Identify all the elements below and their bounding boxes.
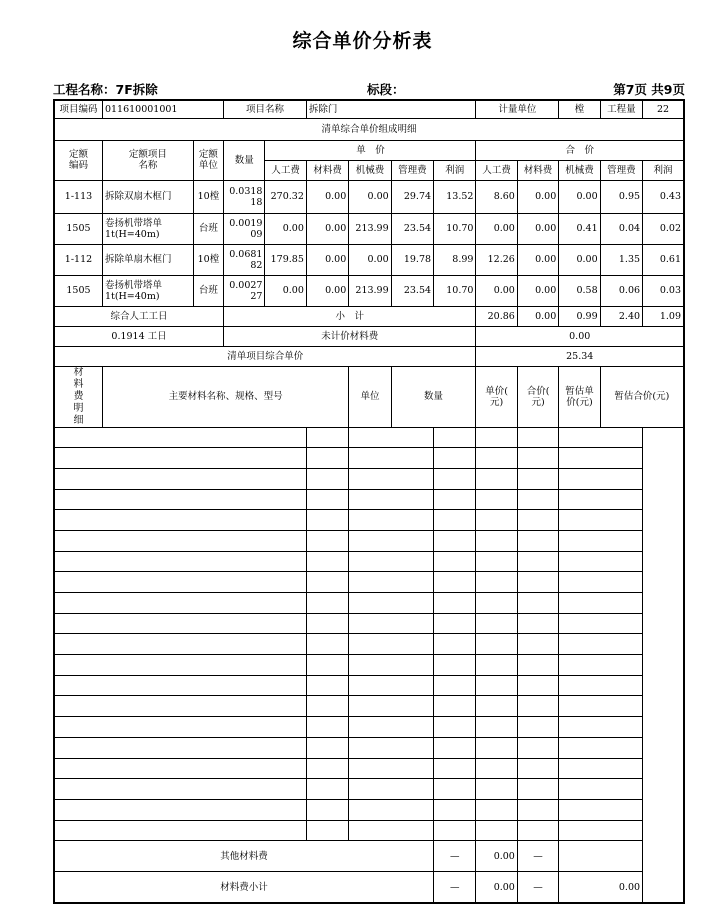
row-t-material: 0.00 — [517, 275, 558, 306]
mat-subtotal-est-total: 0.00 — [559, 872, 643, 903]
material-cell — [476, 717, 517, 738]
material-cell — [306, 799, 348, 820]
row-code: 1-113 — [54, 180, 102, 213]
material-cell — [349, 758, 434, 779]
labor-days: 0.1914 工日 — [54, 326, 224, 346]
material-cell — [306, 758, 348, 779]
material-cell — [54, 799, 306, 820]
col-t-profit: 利润 — [643, 160, 684, 180]
material-cell — [517, 489, 558, 510]
material-cell — [476, 634, 517, 655]
item-name: 拆除门 — [306, 100, 476, 118]
row-u-machine: 213.99 — [349, 275, 391, 306]
material-row — [54, 530, 684, 551]
material-cell — [349, 820, 434, 841]
page-title: 综合单价分析表 — [292, 30, 433, 52]
unpriced-value: 0.00 — [476, 326, 684, 346]
material-cell — [54, 489, 306, 510]
col-u-management: 管理费 — [391, 160, 433, 180]
material-cell — [54, 696, 306, 717]
other-price: — — [434, 841, 476, 872]
row-unit: 台班 — [193, 275, 223, 306]
item-qty: 22 — [643, 100, 684, 118]
other-materials-row — [54, 841, 684, 872]
unpriced-label: 未计价材料费 — [224, 326, 476, 346]
material-cell — [54, 717, 306, 738]
composite-row — [54, 346, 684, 366]
material-cell — [517, 427, 558, 448]
material-row — [54, 510, 684, 531]
material-cell — [306, 655, 348, 676]
page-info: 第7页 共9页 — [613, 82, 685, 97]
material-cell — [517, 799, 558, 820]
material-cell — [434, 779, 476, 800]
material-cell — [349, 593, 434, 614]
material-cell — [559, 737, 643, 758]
material-cell — [434, 655, 476, 676]
material-cell — [349, 717, 434, 738]
material-cell — [434, 448, 476, 469]
material-cell — [559, 779, 643, 800]
material-cell — [434, 551, 476, 572]
row-u-profit: 10.70 — [434, 275, 476, 306]
mat-col-name: 主要材料名称、规格、型号 — [102, 366, 348, 427]
subtotal-profit: 1.09 — [643, 306, 684, 326]
material-cell — [559, 448, 643, 469]
material-cell — [517, 758, 558, 779]
mat-subtotal-label: 材料费小计 — [54, 872, 434, 903]
material-cell — [476, 427, 517, 448]
row-name: 卷扬机带塔单1t(H=40m) — [102, 275, 193, 306]
material-cell — [349, 613, 434, 634]
material-row — [54, 572, 684, 593]
material-cell — [54, 448, 306, 469]
material-cell — [54, 551, 306, 572]
mat-col-est-price: 暂估单 价(元) — [559, 366, 600, 427]
material-cell — [54, 530, 306, 551]
material-cell — [306, 634, 348, 655]
material-cell — [434, 572, 476, 593]
labor-days-label: 综合人工工日 — [54, 306, 224, 326]
row-u-profit: 10.70 — [434, 213, 476, 244]
material-cell — [559, 696, 643, 717]
row-t-management: 0.04 — [600, 213, 642, 244]
row-t-labor: 12.26 — [476, 244, 517, 275]
material-cell — [559, 820, 643, 841]
table-row — [54, 244, 684, 275]
material-cell — [306, 530, 348, 551]
table-row — [54, 180, 684, 213]
row-t-material: 0.00 — [517, 180, 558, 213]
material-cell — [434, 613, 476, 634]
material-cell — [476, 737, 517, 758]
material-cell — [54, 675, 306, 696]
material-cell — [476, 551, 517, 572]
material-cell — [434, 717, 476, 738]
material-cell — [559, 572, 643, 593]
col-u-labor: 人工费 — [265, 160, 306, 180]
material-row — [54, 468, 684, 489]
table-row — [54, 275, 684, 306]
material-row — [54, 593, 684, 614]
section-label: 标段： — [367, 82, 405, 97]
material-cell — [517, 655, 558, 676]
material-cell — [476, 510, 517, 531]
material-cell — [349, 572, 434, 593]
material-cell — [476, 489, 517, 510]
material-cell — [434, 468, 476, 489]
material-cell — [54, 820, 306, 841]
composite-label: 清单项目综合单价 — [54, 346, 476, 366]
row-qty: 0.031818 — [224, 180, 265, 213]
row-t-labor: 0.00 — [476, 275, 517, 306]
material-cell — [434, 820, 476, 841]
other-est-total — [559, 841, 643, 872]
material-cell — [476, 530, 517, 551]
material-cell — [349, 675, 434, 696]
row-u-labor: 270.32 — [265, 180, 306, 213]
row-t-profit: 0.02 — [643, 213, 684, 244]
material-cell — [476, 468, 517, 489]
subtotal-labor: 20.86 — [476, 306, 517, 326]
row-unit: 10樘 — [193, 180, 223, 213]
material-cell — [349, 737, 434, 758]
col-t-management: 管理费 — [600, 160, 642, 180]
material-cell — [476, 696, 517, 717]
subtotal-material: 0.00 — [517, 306, 558, 326]
material-cell — [306, 696, 348, 717]
col-u-profit: 利润 — [434, 160, 476, 180]
material-cell — [434, 427, 476, 448]
row-code: 1505 — [54, 213, 102, 244]
row-u-machine: 0.00 — [349, 180, 391, 213]
row-u-labor: 0.00 — [265, 213, 306, 244]
material-cell — [476, 655, 517, 676]
material-cell — [517, 593, 558, 614]
material-cell — [559, 468, 643, 489]
material-row — [54, 758, 684, 779]
material-cell — [349, 448, 434, 469]
material-cell — [349, 427, 434, 448]
material-cell — [306, 427, 348, 448]
name-label: 项目名称 — [224, 100, 307, 118]
row-u-profit: 13.52 — [434, 180, 476, 213]
mat-subtotal-total: 0.00 — [476, 872, 517, 903]
row-u-management: 23.54 — [391, 275, 433, 306]
material-cell — [434, 737, 476, 758]
material-cell — [434, 634, 476, 655]
material-cell — [434, 593, 476, 614]
row-qty: 0.001909 — [224, 213, 265, 244]
material-cell — [517, 696, 558, 717]
material-cell — [517, 675, 558, 696]
material-cell — [517, 779, 558, 800]
material-cell — [559, 675, 643, 696]
row-t-management: 0.95 — [600, 180, 642, 213]
row-qty: 0.068182 — [224, 244, 265, 275]
material-cell — [54, 593, 306, 614]
material-row — [54, 551, 684, 572]
col-quota-code: 定额 编码 — [54, 140, 102, 180]
material-cell — [517, 613, 558, 634]
row-qty: 0.002727 — [224, 275, 265, 306]
material-cell — [434, 510, 476, 531]
material-row — [54, 737, 684, 758]
row-u-material: 0.00 — [306, 213, 348, 244]
mat-subtotal-price: — — [434, 872, 476, 903]
material-cell — [559, 427, 643, 448]
material-cell — [54, 655, 306, 676]
material-cell — [306, 675, 348, 696]
material-cell — [517, 551, 558, 572]
material-row — [54, 675, 684, 696]
material-cell — [54, 427, 306, 448]
material-cell — [559, 593, 643, 614]
row-t-machine: 0.58 — [559, 275, 600, 306]
row-u-labor: 0.00 — [265, 275, 306, 306]
mat-col-qty: 数量 — [391, 366, 476, 427]
analysis-table — [53, 99, 685, 904]
row-u-machine: 0.00 — [349, 244, 391, 275]
row-code: 1-112 — [54, 244, 102, 275]
mat-col-est-total: 暂估合价(元) — [600, 366, 684, 427]
material-cell — [517, 717, 558, 738]
material-cell — [306, 468, 348, 489]
col-total-price: 合 价 — [476, 140, 684, 160]
other-est: — — [517, 841, 558, 872]
material-row — [54, 799, 684, 820]
material-cell — [517, 530, 558, 551]
material-cell — [306, 448, 348, 469]
material-cell — [476, 613, 517, 634]
row-t-material: 0.00 — [517, 244, 558, 275]
col-t-machine: 机械费 — [559, 160, 600, 180]
row-t-profit: 0.03 — [643, 275, 684, 306]
row-t-machine: 0.00 — [559, 180, 600, 213]
material-cell — [517, 448, 558, 469]
material-cell — [54, 737, 306, 758]
mat-col-unit: 单位 — [349, 366, 391, 427]
material-cell — [54, 758, 306, 779]
unpriced-row — [54, 326, 684, 346]
row-t-profit: 0.61 — [643, 244, 684, 275]
material-cell — [434, 799, 476, 820]
material-cell — [306, 593, 348, 614]
material-cell — [476, 820, 517, 841]
material-cell — [559, 613, 643, 634]
material-cell — [349, 696, 434, 717]
material-row — [54, 696, 684, 717]
row-u-management: 23.54 — [391, 213, 433, 244]
material-cell — [559, 510, 643, 531]
row-t-management: 1.35 — [600, 244, 642, 275]
material-cell — [559, 551, 643, 572]
material-row — [54, 448, 684, 469]
row-u-profit: 8.99 — [434, 244, 476, 275]
material-cell — [434, 696, 476, 717]
row-u-machine: 213.99 — [349, 213, 391, 244]
material-row — [54, 613, 684, 634]
col-quantity: 数量 — [224, 140, 265, 180]
row-u-labor: 179.85 — [265, 244, 306, 275]
row-unit: 10樘 — [193, 244, 223, 275]
mat-subtotal-est: — — [517, 872, 558, 903]
material-cell — [476, 448, 517, 469]
material-cell — [434, 758, 476, 779]
row-u-material: 0.00 — [306, 275, 348, 306]
material-cell — [476, 779, 517, 800]
row-t-management: 0.06 — [600, 275, 642, 306]
material-cell — [306, 737, 348, 758]
project-name-label: 工程名称： — [53, 82, 116, 97]
qty-label: 工程量 — [600, 100, 642, 118]
material-cell — [306, 489, 348, 510]
material-cell — [559, 634, 643, 655]
material-cell — [306, 551, 348, 572]
other-label: 其他材料费 — [54, 841, 434, 872]
material-cell — [349, 779, 434, 800]
row-t-labor: 8.60 — [476, 180, 517, 213]
material-cell — [306, 572, 348, 593]
composite-value: 25.34 — [476, 346, 684, 366]
material-cell — [559, 530, 643, 551]
item-unit: 樘 — [559, 100, 600, 118]
subtotal-machine: 0.99 — [559, 306, 600, 326]
row-u-management: 29.74 — [391, 180, 433, 213]
material-cell — [54, 634, 306, 655]
col-u-machine: 机械费 — [349, 160, 391, 180]
row-code: 1505 — [54, 275, 102, 306]
material-cell — [517, 820, 558, 841]
row-unit: 台班 — [193, 213, 223, 244]
row-u-management: 19.78 — [391, 244, 433, 275]
row-t-labor: 0.00 — [476, 213, 517, 244]
material-cell — [517, 468, 558, 489]
material-row — [54, 717, 684, 738]
material-cell — [54, 613, 306, 634]
col-t-labor: 人工费 — [476, 160, 517, 180]
row-t-machine: 0.00 — [559, 244, 600, 275]
material-cell — [349, 468, 434, 489]
material-row — [54, 489, 684, 510]
mat-col-price: 单价( 元) — [476, 366, 517, 427]
material-cell — [517, 737, 558, 758]
table-row — [54, 213, 684, 244]
material-cell — [476, 758, 517, 779]
material-cell — [54, 510, 306, 531]
col-t-material: 材料费 — [517, 160, 558, 180]
row-t-profit: 0.43 — [643, 180, 684, 213]
material-cell — [306, 717, 348, 738]
col-quota-name: 定额项目 名称 — [102, 140, 193, 180]
materials-empty-rows — [54, 427, 684, 841]
material-cell — [306, 510, 348, 531]
material-cell — [349, 551, 434, 572]
material-cell — [349, 510, 434, 531]
unit-label: 计量单位 — [476, 100, 559, 118]
row-name: 拆除双扇木框门 — [102, 180, 193, 213]
subtotal-management: 2.40 — [600, 306, 642, 326]
material-cell — [434, 530, 476, 551]
material-cell — [349, 655, 434, 676]
material-cell — [54, 468, 306, 489]
material-cell — [434, 489, 476, 510]
material-row — [54, 779, 684, 800]
material-cell — [349, 489, 434, 510]
material-cell — [54, 779, 306, 800]
material-cell — [559, 655, 643, 676]
material-cell — [349, 634, 434, 655]
materials-side-label: 材 料 费 明 细 — [54, 366, 102, 427]
material-cell — [349, 799, 434, 820]
material-cell — [476, 572, 517, 593]
code-label: 项目编码 — [54, 100, 102, 118]
row-name: 拆除单扇木框门 — [102, 244, 193, 275]
row-name: 卷扬机带塔单1t(H=40m) — [102, 213, 193, 244]
material-cell — [517, 634, 558, 655]
col-quota-unit: 定额 单位 — [193, 140, 223, 180]
subtotal-label: 小 计 — [224, 306, 476, 326]
section-title: 清单综合单价组成明细 — [54, 118, 684, 140]
col-unit-price: 单 价 — [265, 140, 476, 160]
col-u-material: 材料费 — [306, 160, 348, 180]
materials-subtotal-row — [54, 872, 684, 903]
subtotal-row — [54, 306, 684, 326]
material-cell — [517, 572, 558, 593]
material-cell — [517, 510, 558, 531]
item-code: 011610001001 — [102, 100, 223, 118]
material-cell — [306, 613, 348, 634]
material-cell — [434, 675, 476, 696]
item-row — [54, 100, 684, 118]
material-cell — [54, 572, 306, 593]
material-row — [54, 427, 684, 448]
material-cell — [306, 820, 348, 841]
material-cell — [559, 489, 643, 510]
mat-col-total: 合价( 元) — [517, 366, 558, 427]
material-cell — [476, 675, 517, 696]
material-cell — [559, 758, 643, 779]
material-cell — [559, 717, 643, 738]
material-row — [54, 634, 684, 655]
project-name: 7F拆除 — [115, 82, 158, 97]
material-cell — [559, 799, 643, 820]
material-row — [54, 655, 684, 676]
row-t-machine: 0.41 — [559, 213, 600, 244]
material-cell — [349, 530, 434, 551]
other-total: 0.00 — [476, 841, 517, 872]
row-u-material: 0.00 — [306, 244, 348, 275]
material-cell — [306, 779, 348, 800]
project-name-row — [53, 80, 158, 98]
material-cell — [476, 799, 517, 820]
row-t-material: 0.00 — [517, 213, 558, 244]
material-row — [54, 820, 684, 841]
row-u-material: 0.00 — [306, 180, 348, 213]
material-cell — [476, 593, 517, 614]
materials-header-row — [54, 366, 684, 427]
